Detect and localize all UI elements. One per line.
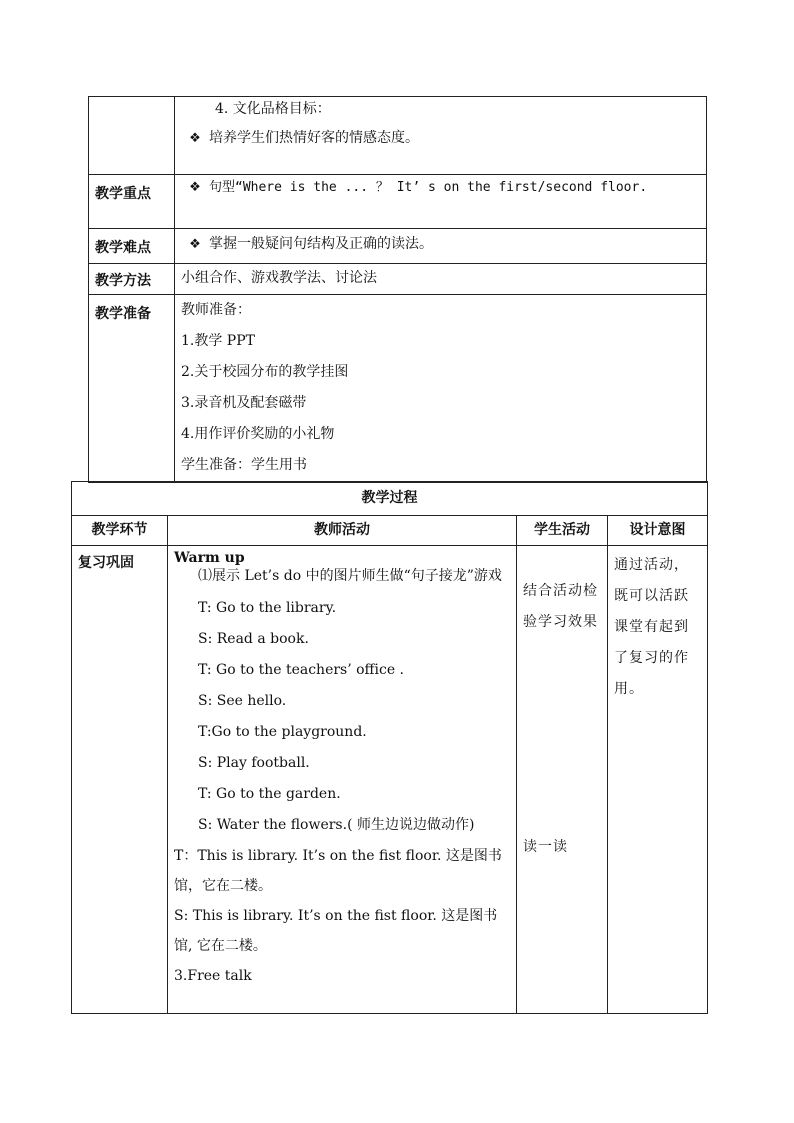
header-design-intent: 设计意图 bbox=[608, 516, 708, 546]
prep-line: 2.关于校园分布的教学挂图 bbox=[181, 364, 349, 380]
content-cell-methods bbox=[175, 264, 707, 295]
process-title: 教学过程 bbox=[72, 482, 708, 516]
label-methods: 教学方法 bbox=[95, 273, 151, 289]
prep-line: 1.教学 PPT bbox=[181, 333, 255, 349]
key-points-item bbox=[175, 175, 706, 199]
header-student-activity: 学生活动 bbox=[517, 516, 608, 546]
process-row-review bbox=[72, 546, 708, 1014]
dialogue-line: T:Go to the playground. bbox=[198, 724, 367, 740]
content-cell-preparation bbox=[175, 295, 707, 483]
stage-cell bbox=[72, 546, 168, 1014]
dialogue-line: T: Go to the library. bbox=[198, 600, 337, 616]
header-stage: 教学环节 bbox=[72, 516, 168, 546]
process-title-row bbox=[72, 482, 708, 516]
difficulty-item bbox=[175, 229, 706, 260]
content-cell-difficulty bbox=[175, 229, 707, 264]
label-preparation: 教学准备 bbox=[95, 306, 151, 322]
row-methods bbox=[89, 264, 707, 295]
upper-lesson-table bbox=[88, 96, 707, 483]
culture-goal-heading: 4. 文化品格目标： bbox=[215, 101, 331, 117]
prep-line: 学生准备：学生用书 bbox=[181, 457, 307, 473]
diamond-bullet-icon: ❖ bbox=[189, 237, 201, 252]
student-activity-first: 结合活动检验学习效果 bbox=[523, 583, 598, 630]
warm-up-intro: ⑴展示 Let’s do 中的图片师生做“句子接龙”游戏 bbox=[198, 568, 502, 584]
diamond-bullet-icon: ❖ bbox=[189, 180, 201, 195]
header-teacher-activity: 教师活动 bbox=[168, 516, 517, 546]
label-key-points: 教学重点 bbox=[95, 186, 151, 202]
prep-line: 3.录音机及配套磁带 bbox=[181, 395, 307, 411]
dialogue-line: T: Go to the teachers’ office . bbox=[198, 662, 405, 678]
content-cell-key-points bbox=[175, 175, 707, 229]
process-header-row bbox=[72, 516, 708, 546]
student-activity-second: 读一读 bbox=[523, 839, 568, 855]
student-activity-cell bbox=[517, 546, 608, 1014]
prep-line: 教师准备： bbox=[181, 302, 251, 318]
free-talk-line: 3.Free talk bbox=[174, 968, 252, 984]
culture-goal-text: 培养学生们热情好客的情感态度。 bbox=[209, 130, 419, 146]
row-key-points bbox=[89, 175, 707, 229]
key-points-text: 句型“Where is the ... ？ It’ s on the first/second floor. bbox=[209, 180, 648, 195]
process-table bbox=[71, 481, 708, 1014]
methods-text: 小组合作、游戏教学法、讨论法 bbox=[181, 270, 377, 286]
content-cell-culture bbox=[175, 97, 707, 175]
stage-label: 复习巩固 bbox=[78, 555, 134, 571]
teacher-activity-cell bbox=[168, 546, 517, 1014]
dialogue-line: T: Go to the garden. bbox=[198, 786, 341, 802]
prep-line: 4.用作评价奖励的小礼物 bbox=[181, 426, 335, 442]
row-difficulty bbox=[89, 229, 707, 264]
design-intent-text: 通过活动，既可以活跃课堂有起到了复习的作用。 bbox=[614, 557, 689, 697]
student-example-line: S: This is library. It’s on the fist floor. 这是图书馆, 它在二楼。 bbox=[174, 908, 498, 954]
warm-up-heading: Warm up bbox=[174, 550, 245, 566]
difficulty-text: 掌握一般疑问句结构及正确的读法。 bbox=[209, 236, 433, 252]
label-difficulty: 教学难点 bbox=[95, 240, 151, 256]
row-culture-goal bbox=[89, 97, 707, 175]
dialogue-line: S: Play football. bbox=[198, 755, 310, 771]
row-preparation bbox=[89, 295, 707, 483]
culture-goal-item bbox=[175, 123, 706, 154]
dialogue-line: S: Read a book. bbox=[198, 631, 309, 647]
label-cell-empty bbox=[89, 97, 175, 175]
diamond-bullet-icon: ❖ bbox=[189, 131, 201, 146]
teacher-example-line: T：This is library. It’s on the fist floor. 这是图书馆，它在二楼。 bbox=[174, 848, 502, 894]
design-intent-cell bbox=[608, 546, 708, 1014]
dialogue-line: S: Water the flowers.( 师生边说边做动作) bbox=[198, 817, 475, 833]
dialogue-line: S: See hello. bbox=[198, 693, 287, 709]
